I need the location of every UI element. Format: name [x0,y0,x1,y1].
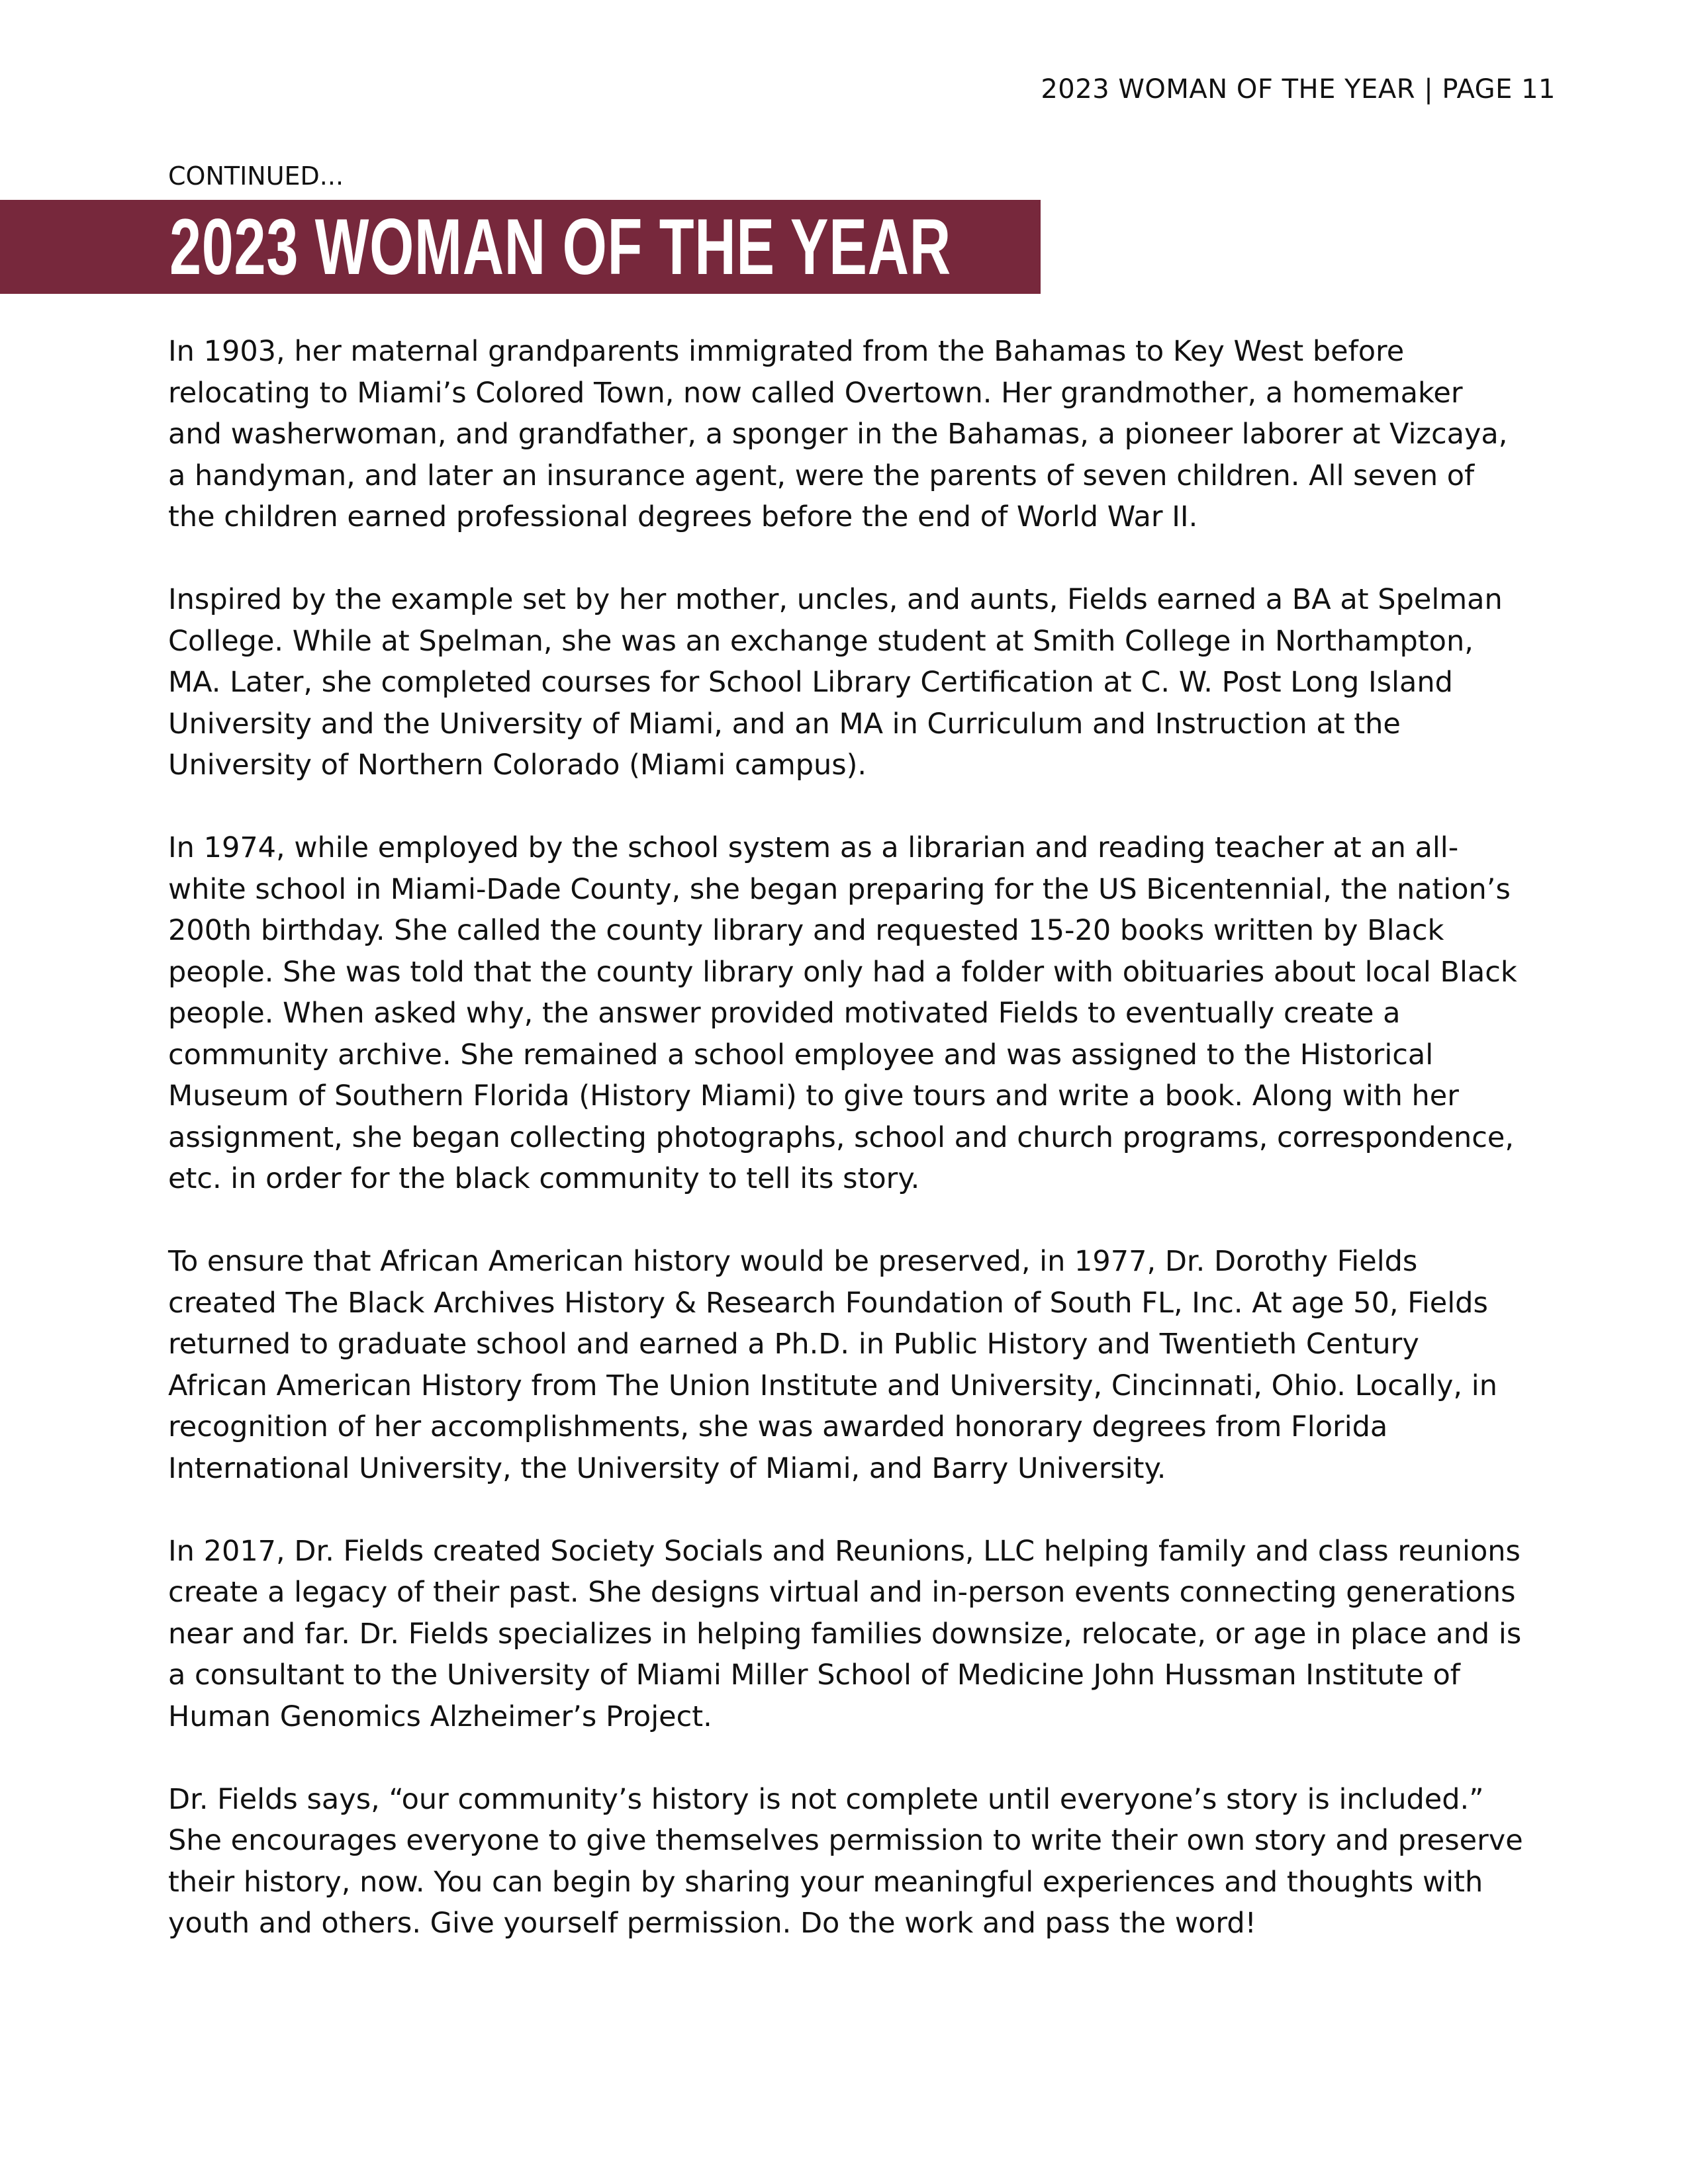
paragraph-librarian: In 1974, while employed by the school system as a librarian and reading teacher at an all-white school in Miami-Dade County, she began preparing for the US Bicentennial, the nation’s 200th birthday. She called the county library and requested 15-20 books written by Black people. She was told that the county library only had a folder with obituaries about local Black people. When asked why, the answer provided motivated Fields to eventually create a community archive. She remained a school employee and was assigned to the Historical Museum of Southern Florida (History Miami) to give tours and write a book. Along with her assignment, she began collecting photographs, school and church programs, correspondence, etc. in order for the black community to tell its story. [168,831,1517,1195]
page-title: 2023 WOMAN OF THE YEAR [169,203,951,291]
article-body [168,331,1525,1985]
title-banner [0,200,1041,294]
paragraph-education: Inspired by the example set by her mother, uncles, and aunts, Fields earned a BA at Spelman College. While at Spelman, she was an exchange student at Smith College in Northampton, MA. Later, she completed courses for School Library Certification at C. W. Post Long Island University and the University of Miami, and an MA in Curriculum and Instruction at the University of Northern Colorado (Miami campus). [168,583,1503,782]
paragraph-closing-quote: Dr. Fields says, “our community’s history is not complete until everyone’s story is included.” She encourages everyone to give themselves permission to write their own story and preserve their history, now. You can begin by sharing your meaningful experiences and thoughts with youth and others. Give yourself permission. Do the work and pass the word! [168,1782,1523,1940]
running-header: 2023 WOMAN OF THE YEAR | PAGE 11 [1041,74,1556,105]
continued-label: CONTINUED... [168,161,344,191]
paragraph-ancestry: In 1903, her maternal grandparents immigrated from the Bahamas to Key West before relocating to Miami’s Colored Town, now called Overtown. Her grandmother, a homemaker and washerwoman, and grandfather, a sponger in the Bahamas, a pioneer laborer at Vizcaya, a handyman, and later an insurance agent, were the parents of seven children. All seven of the children earned professional degrees before the end of World War II. [168,335,1508,533]
paragraph-society-socials: In 2017, Dr. Fields created Society Socials and Reunions, LLC helping family and class reunions create a legacy of their past. She designs virtual and in-person events connecting generations near and far. Dr. Fields specializes in helping families downsize, relocate, or age in place and is a consultant to the University of Miami Miller School of Medicine John Hussman Institute of Human Genomics Alzheimer’s Project. [168,1534,1522,1733]
paragraph-black-archives: To ensure that African American history would be preserved, in 1977, Dr. Dorothy Fields created The Black Archives History & Research Foundation of South FL, Inc. At age 50, Fields returned to graduate school and earned a Ph.D. in Public History and Twentieth Century African American History from The Union Institute and University, Cincinnati, Ohio. Locally, in recognition of her accomplishments, she was awarded honorary degrees from Florida International University, the University of Miami, and Barry University. [168,1245,1497,1485]
